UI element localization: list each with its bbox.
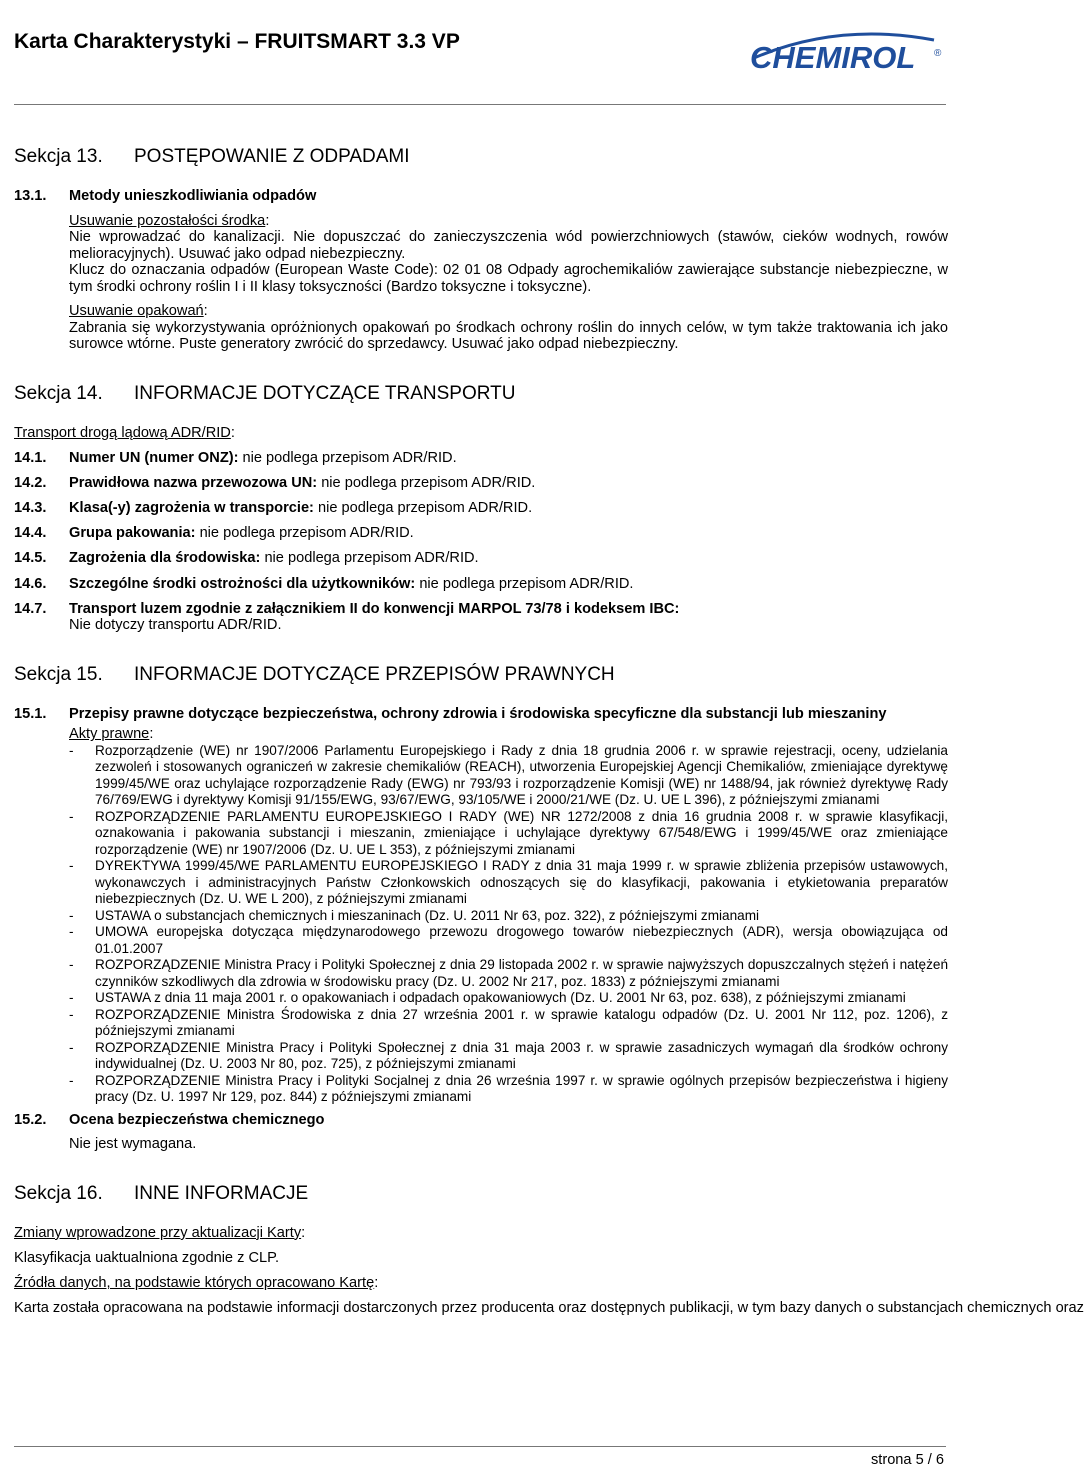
transport-item: 14.3. Klasa(-y) zagrożenia w transporcie: nie podlega przepisom ADR/RID.	[14, 500, 533, 517]
transport-item: 14.4. Grupa pakowania: nie podlega przepisom ADR/RID.	[14, 525, 414, 542]
packaging-disposal-text: Zabrania się wykorzystywania opróżnionych opakowań po środkach ochrony roślin do innych celów, w tym także traktowania ich jako surowce wtórne. Puste generatory zwrócić do sprzedawcy. Usuwać jako odpad niebezpieczny.	[69, 319, 948, 352]
section-title: POSTĘPOWANIE Z ODPADAMI	[134, 146, 410, 167]
document-body	[14, 146, 1084, 1317]
page-header	[0, 0, 960, 110]
document-title: Karta Charakterystyki – FRUITSMART 3.3 VP	[14, 30, 460, 53]
subsection-15-1	[14, 706, 948, 723]
list-item: - ROZPORZĄDZENIE Ministra Pracy i Polityki Społecznej z dnia 29 listopada 2002 r. w sprawie najwyższych dopuszczalnych stężeń i natężeń czynników szkodliwych dla zdrowia w środowisku pracy (Dz. U. 2002 Nr 217, poz. 1833) z późniejszymi zmianami	[69, 957, 948, 990]
list-item: - USTAWA o substancjach chemicznych i mieszaninach (Dz. U. 2011 Nr 63, poz. 322), z późniejszymi zmianami	[69, 908, 948, 925]
list-item: - ROZPORZĄDZENIE PARLAMENTU EUROPEJSKIEGO I RADY (WE) NR 1272/2008 z dnia 16 grudnia 2008 r. w sprawie klasyfikacji, oznakowania i pakowania substancji i mieszanin, zmieniające i uchylające dyrektywy 67/548/EWG i 1999/45/WE oraz zmieniające rozporządzenie (WE) nr 1907/2006 (Dz. U. UE L 353), z późniejszymi zmianami	[69, 809, 948, 859]
transport-item: 14.5. Zagrożenia dla środowiska: nie podlega przepisom ADR/RID.	[14, 550, 479, 567]
subsection-title: Ocena bezpieczeństwa chemicznego	[69, 1111, 325, 1128]
section-title: INFORMACJE DOTYCZĄCE PRZEPISÓW PRAWNYCH	[134, 663, 615, 685]
list-item: - ROZPORZĄDZENIE Ministra Pracy i Polityki Socjalnej z dnia 26 września 1997 r. w sprawie ogólnych przepisów bezpieczeństwa i higieny pracy (Dz. U. 1997 Nr 129, poz. 844) z późniejszymi zmianami	[69, 1073, 948, 1106]
section-14-heading	[14, 383, 948, 405]
subsection-number: 15.2.	[14, 1111, 47, 1128]
logo-registered-mark: ®	[934, 48, 942, 59]
legal-acts-heading: Akty prawne:	[69, 726, 154, 743]
packaging-disposal-heading: Usuwanie opakowań:	[69, 303, 208, 319]
list-item: - USTAWA z dnia 11 maja 2001 r. o opakowaniach i odpadach opakowaniowych (Dz. U. 2001 Nr 63, poz. 638), z późniejszymi zmianami	[69, 990, 948, 1007]
sources-heading: Źródła danych, na podstawie których opracowano Kartę:	[14, 1275, 379, 1292]
section-15-heading	[14, 664, 948, 686]
transport-item: 14.6. Szczególne środki ostrożności dla użytkowników: nie podlega przepisom ADR/RID.	[14, 575, 634, 592]
subsection-number: 15.1.	[14, 705, 47, 722]
transport-item: 14.1. Numer UN (numer ONZ): nie podlega przepisom ADR/RID.	[14, 449, 457, 466]
transport-item-marpol: 14.7. Transport luzem zgodnie z załącznikiem II do konwencji MARPOL 73/78 i kodeksem IBC:	[14, 600, 680, 617]
residue-disposal-text: Nie wprowadzać do kanalizacji. Nie dopuszczać do zanieczyszczenia wód powierzchniowych (stawów, cieków wodnych, rowów melioracyjnych). Usuwać jako odpad niebezpieczny.	[69, 229, 948, 262]
header-divider	[14, 104, 946, 105]
chemirol-logo-graphic	[748, 28, 948, 76]
logo-wordmark: CHEMIROL	[750, 40, 916, 75]
list-item: - ROZPORZĄDZENIE Ministra Pracy i Polityki Społecznej z dnia 31 maja 2003 r. w sprawie zasadniczych wymagań dla środków ochrony indywidualnej (Dz. U. 2003 Nr 80, poz. 725), z późniejszymi zmianami	[69, 1040, 948, 1073]
page-number: strona 5 / 6	[870, 1452, 944, 1468]
changes-heading: Zmiany wprowadzone przy aktualizacji Karty:	[14, 1224, 306, 1241]
subsection-title: Przepisy prawne dotyczące bezpieczeństwa, ochrony zdrowia i środowiska specyficzne dla substancji lub mieszaniny	[69, 705, 887, 722]
list-item: - UMOWA europejska dotycząca międzynarodowego przewozu drogowego towarów niebezpiecznych (ADR), wersja obowiązująca od 01.01.2007	[69, 924, 948, 957]
chemirol-logo	[748, 28, 948, 81]
subsection-15-2	[14, 1112, 948, 1129]
section-number: Sekcja 16.	[14, 1182, 103, 1204]
list-item: - DYREKTYWA 1999/45/WE PARLAMENTU EUROPEJSKIEGO I RADY z dnia 31 maja 1999 r. w sprawie zbliżenia przepisów ustawowych, wykonawczych i administracyjnych Państw Członkowskich odnoszących się do klasyfikacji, pakowania i etykietowania preparatów niebezpiecznych (Dz. U. WE L 200), z późniejszymi zmianami	[69, 858, 948, 908]
transport-road-heading: Transport drogą lądową ADR/RID:	[14, 424, 235, 441]
legal-acts-list	[14, 743, 948, 1106]
subsection-title: Metody unieszkodliwiania odpadów	[69, 188, 317, 204]
changes-text: Klasyfikacja uaktualniona zgodnie z CLP.	[14, 1250, 280, 1266]
section-title: INFORMACJE DOTYCZĄCE TRANSPORTU	[134, 382, 516, 404]
subsection-number: 13.1.	[14, 188, 47, 204]
section-13-heading	[14, 146, 948, 168]
list-item: - Rozporządzenie (WE) nr 1907/2006 Parlamentu Europejskiego i Rady z dnia 18 grudnia 2006 r. w sprawie rejestracji, oceny, udzielania zezwoleń i stosowanych ograniczeń w zakresie chemikaliów (REACH), utworzenia Europejskiej Agencji Chemikaliów, zmieniające dyrektywę 1999/45/WE oraz uchylające rozporządzenie Rady (EWG) nr 793/93 i rozporządzenie Komisji (WE) nr 1488/94, jak również dyrektywę Rady 76/769/EWG i dyrektywy Komisji 91/155/EWG, 93/67/EWG, 93/105/WE i 2000/21/WE (Dz. U. UE L 396), z późniejszymi zmianami	[69, 743, 948, 809]
section-number: Sekcja 14.	[14, 382, 103, 404]
transport-marpol-value: Nie dotyczy transportu ADR/RID.	[69, 617, 282, 634]
section-number: Sekcja 13.	[14, 146, 103, 167]
sources-text: Karta została opracowana na podstawie informacji dostarczonych przez producenta oraz dostępnych publikacji, w tym bazy danych o substancjach chemicznych oraz	[14, 1300, 1084, 1317]
section-number: Sekcja 15.	[14, 663, 103, 685]
footer-divider	[14, 1446, 946, 1447]
transport-item: 14.2. Prawidłowa nazwa przewozowa UN: nie podlega przepisom ADR/RID.	[14, 474, 536, 491]
waste-code-text: Klucz do oznaczania odpadów (European Waste Code): 02 01 08 Odpady agrochemikaliów zawierające substancje niebezpieczne, w tym środki ochrony roślin I i II klasy toksyczności (Bardzo toksyczne i toksyczne).	[69, 262, 948, 295]
chemical-safety-text: Nie jest wymagana.	[69, 1136, 197, 1153]
section-16-heading	[14, 1183, 948, 1205]
section-title: INNE INFORMACJE	[134, 1182, 309, 1204]
waste-disposal-block	[14, 213, 948, 353]
residue-disposal-heading: Usuwanie pozostałości środka:	[69, 212, 270, 229]
list-item: - ROZPORZĄDZENIE Ministra Środowiska z dnia 27 września 2001 r. w sprawie katalogu odpadów (Dz. U. 2001 Nr 112, poz. 1206), z późniejszymi zmianami	[69, 1007, 948, 1040]
subsection-13-1	[14, 188, 948, 205]
